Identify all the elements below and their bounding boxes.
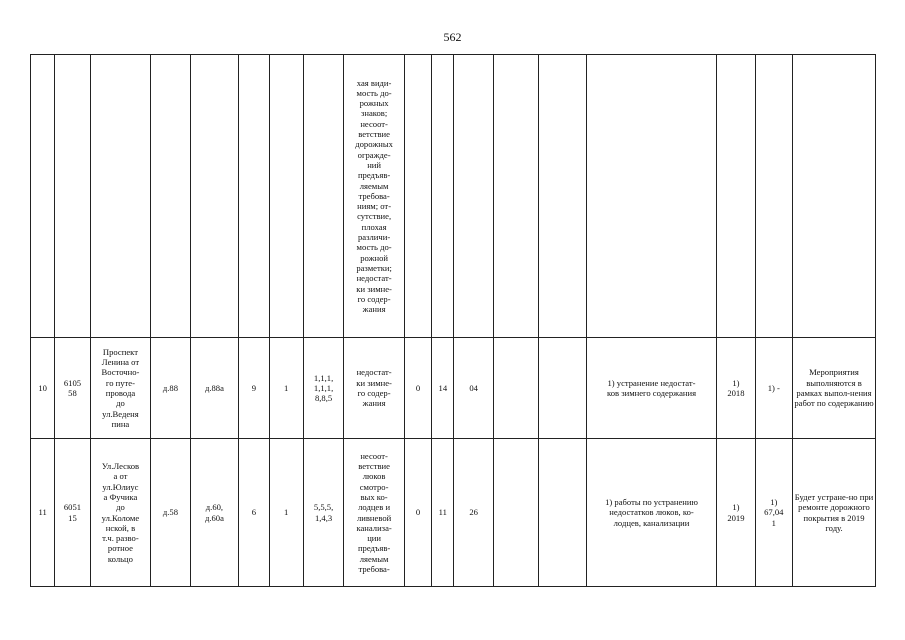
cell-num: 11 [31, 439, 55, 587]
cell-name: Проспект Ленина от Восточно- го путе- провода до ул.Веденя пина [90, 338, 151, 439]
cell-zero: 0 [404, 439, 431, 587]
cell-id [55, 55, 90, 338]
cell-from: д.88 [151, 338, 190, 439]
cell-num [31, 55, 55, 338]
table-row-continuation [31, 55, 876, 338]
cell-year: 1) 2018 [717, 338, 755, 439]
cell-measures [586, 55, 716, 338]
cell-v1: 14 [432, 338, 454, 439]
cell-from: д.58 [151, 439, 190, 587]
cell-count: 6 [239, 439, 269, 587]
cell-to: д.60, д.60а [190, 439, 239, 587]
cell-one [269, 55, 303, 338]
cell-measures: 1) устранение недостат- ков зимнего содержания [586, 338, 716, 439]
cell-v2 [454, 55, 493, 338]
cell-v2: 26 [454, 439, 493, 587]
cell-count [239, 55, 269, 338]
cell-v4 [539, 55, 587, 338]
cell-codes [303, 55, 343, 338]
cell-v2: 04 [454, 338, 493, 439]
cell-defects: хая види- мость до- рожных знаков; несоот- ветствие дорожных огражде- ний предъяв- ляемым требова- ниям; от- сутствие, плохая различи- мость до- рожной разметки; недостат- ки зимне- го содер- жания [344, 55, 405, 338]
cell-name: Ул.Лесков а от ул.Юлиус а Фучика до ул.Коломе нской, в т.ч. разво- ротное кольцо [90, 439, 151, 587]
data-table [30, 54, 876, 587]
cell-from [151, 55, 190, 338]
cell-cost: 1) 67,04 1 [755, 439, 792, 587]
cell-zero: 0 [404, 338, 431, 439]
cell-note: Мероприятия выполняются в рамках выпол-нения работ по содержанию [793, 338, 876, 439]
cell-measures: 1) работы по устранению недостатков люков, ко- лодцев, канализации [586, 439, 716, 587]
cell-note: Будет устране-но при ремонте дорожного покрытия в 2019 году. [793, 439, 876, 587]
cell-to [190, 55, 239, 338]
cell-v1 [432, 55, 454, 338]
cell-defects: недостат- ки зимне- го содер- жания [344, 338, 405, 439]
cell-id: 6051 15 [55, 439, 90, 587]
cell-zero [404, 55, 431, 338]
cell-one: 1 [269, 439, 303, 587]
cell-name [90, 55, 151, 338]
cell-cost [755, 55, 792, 338]
cell-one: 1 [269, 338, 303, 439]
cell-id: 6105 58 [55, 338, 90, 439]
cell-year: 1) 2019 [717, 439, 755, 587]
page-number: 562 [443, 30, 462, 44]
cell-to: д.88а [190, 338, 239, 439]
cell-v3 [493, 55, 538, 338]
cell-defects: несоот- ветствие люков смотро- вых ко- лодцев и ливневой канализа- ции предъяв- ляемым требова- [344, 439, 405, 587]
table-row [31, 439, 876, 587]
cell-count: 9 [239, 338, 269, 439]
cell-codes: 5,5,5, 1,4,3 [303, 439, 343, 587]
cell-v4 [539, 439, 587, 587]
cell-v3 [493, 439, 538, 587]
table-row [31, 338, 876, 439]
cell-v4 [539, 338, 587, 439]
cell-v1: 11 [432, 439, 454, 587]
cell-num: 10 [31, 338, 55, 439]
cell-cost: 1) - [755, 338, 792, 439]
cell-year [717, 55, 755, 338]
cell-codes: 1,1,1, 1,1,1, 8,8,5 [303, 338, 343, 439]
cell-note [793, 55, 876, 338]
cell-v3 [493, 338, 538, 439]
